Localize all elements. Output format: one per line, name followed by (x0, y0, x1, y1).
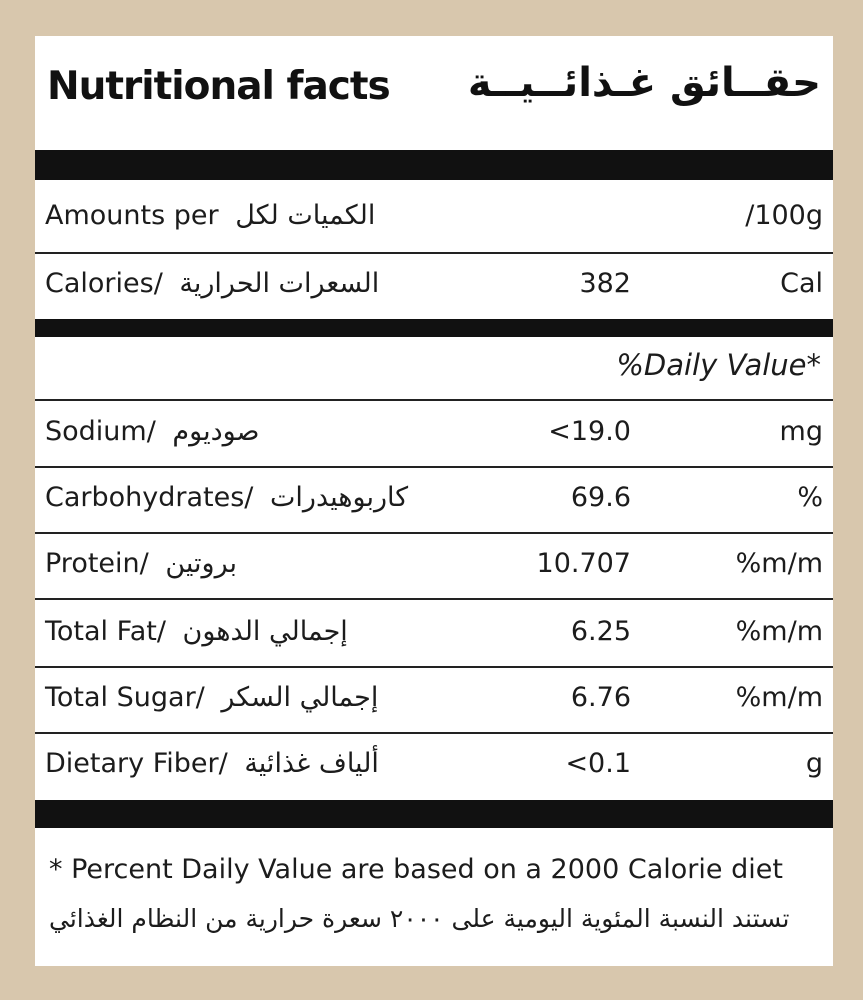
middle-thick-divider (35, 319, 833, 337)
row-divider (35, 532, 833, 534)
serving-value: /100g (745, 200, 823, 231)
nutrient-unit: g (805, 748, 823, 779)
nutrient-value: 6.76 (570, 682, 631, 713)
title-english: Nutritional facts (47, 64, 390, 109)
nutrient-unit: %m/m (735, 616, 823, 647)
title-row (35, 36, 833, 148)
nutrient-label (45, 548, 237, 579)
row-divider (35, 666, 833, 668)
calories-unit: Cal (780, 268, 823, 299)
calories-label-ar: السعرات الحرارية (179, 268, 380, 299)
nutrient-label (45, 682, 378, 713)
nutrient-label-ar: كاربوهيدرات (270, 482, 409, 513)
nutrient-unit: %m/m (735, 548, 823, 579)
row-divider (35, 399, 833, 401)
nutrient-label-ar: ألياف غذائية (244, 748, 379, 779)
serving-label-en: Amounts per (45, 200, 219, 231)
nutrient-label-en: Carbohydrates/ (45, 482, 254, 513)
nutrient-label-ar: صوديوم (172, 416, 260, 447)
nutrient-label (45, 416, 259, 447)
nutrient-value: <19.0 (548, 416, 631, 447)
nutrient-label-en: Total Sugar/ (45, 682, 205, 713)
title-arabic: حقــائق غـذائــيــة (467, 60, 821, 106)
nutrient-label-ar: بروتين (165, 548, 238, 579)
nutrient-unit: %m/m (735, 682, 823, 713)
nutrient-label (45, 748, 379, 779)
row-divider (35, 466, 833, 468)
nutrition-facts-panel (35, 36, 833, 966)
nutrient-label-ar: إجمالي الدهون (182, 616, 348, 647)
calories-value: 382 (579, 268, 631, 299)
bottom-thick-divider (35, 800, 833, 828)
nutrient-label-en: Dietary Fiber/ (45, 748, 228, 779)
nutrient-unit: mg (779, 416, 823, 447)
nutrient-label-en: Sodium/ (45, 416, 156, 447)
serving-label (45, 200, 375, 231)
calories-label (45, 268, 379, 299)
nutrient-label-ar: إجمالي السكر (221, 682, 379, 713)
nutrient-value: <0.1 (565, 748, 631, 779)
nutrient-label (45, 482, 408, 513)
row-divider (35, 732, 833, 734)
footnote-arabic: تستند النسبة المئوية اليومية على ٢٠٠٠ سعرة حرارية من النظام الغذائي (49, 904, 790, 933)
nutrient-value: 69.6 (570, 482, 631, 513)
daily-value-heading: %Daily Value* (616, 348, 821, 382)
nutrient-value: 10.707 (536, 548, 631, 579)
serving-label-ar: الكميات لكل (235, 200, 376, 231)
nutrient-label-en: Total Fat/ (45, 616, 166, 647)
nutrient-label (45, 616, 348, 647)
nutrient-unit: % (797, 482, 823, 513)
footnote-english: * Percent Daily Value are based on a 2000 Calorie diet (49, 854, 783, 885)
nutrient-label-en: Protein/ (45, 548, 149, 579)
row-divider (35, 598, 833, 600)
calories-label-en: Calories/ (45, 268, 163, 299)
row-divider (35, 252, 833, 254)
top-thick-divider (35, 150, 833, 180)
nutrient-value: 6.25 (570, 616, 631, 647)
